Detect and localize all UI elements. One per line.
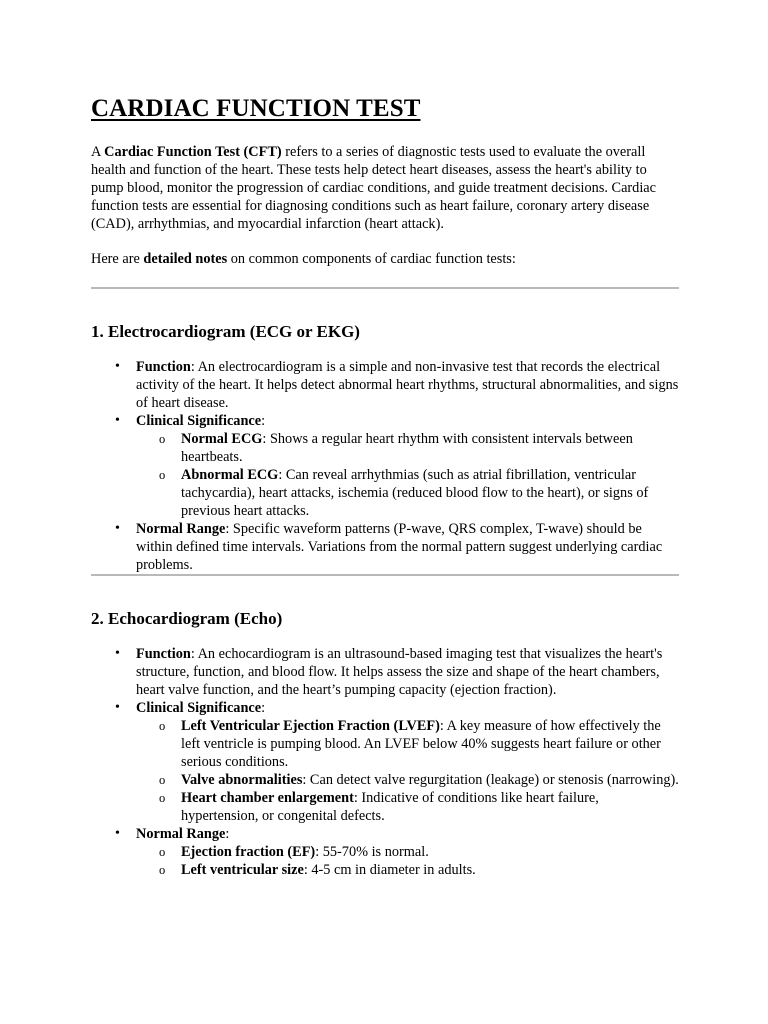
- sub-list: [136, 717, 679, 825]
- circle-bullet-icon: o: [159, 791, 166, 805]
- lead-emphasis: detailed notes: [143, 251, 228, 267]
- list-item: • Normal Range: o Ejection fraction (EF): 55-70% is normal. o Left ventricular size: 4-5 cm in diameter in adults.: [136, 825, 679, 879]
- circle-bullet-icon: o: [159, 432, 166, 446]
- sub-list: [136, 843, 679, 879]
- sub-list-item: o Left Ventricular Ejection Fraction (LVEF): A key measure of how effectively the left ventricle is pumping blood. An LVEF below 40% suggests heart failure or other serious conditions.: [159, 718, 661, 770]
- circle-bullet-icon: o: [159, 773, 166, 787]
- sub-list-item: o Left ventricular size: 4-5 cm in diameter in adults.: [159, 862, 476, 878]
- sub-list-item: o Abnormal ECG: Can reveal arrhythmias (such as atrial fibrillation, ventricular tachycardia), heart attacks, ischemia (reduced blood flow to the heart), or signs of previous heart attacks.: [159, 467, 649, 519]
- intro-term: Cardiac Function Test (CFT): [104, 144, 282, 160]
- section-divider: [91, 574, 679, 576]
- list-item: • Function: An electrocardiogram is a simple and non-invasive test that records the electrical activity of the heart. It helps detect abnormal heart rhythms, structural abnormalities, and signs of heart disease.: [115, 359, 679, 411]
- document-page: [91, 92, 679, 879]
- section-divider: [91, 287, 679, 289]
- bullet-icon: •: [115, 700, 120, 715]
- document-title: CARDIAC FUNCTION TEST: [91, 95, 421, 122]
- echo-bullet-list: [91, 645, 679, 879]
- lead-paragraph: Here are detailed notes on common components of cardiac function tests:: [91, 251, 516, 267]
- circle-bullet-icon: o: [159, 468, 166, 482]
- bullet-icon: •: [115, 646, 120, 661]
- intro-paragraph: A Cardiac Function Test (CFT) refers to a series of diagnostic tests used to evaluate the overall health and function of the heart. These tests help detect heart diseases, assess the heart's ability to pump blood, monitor the progression of cardiac conditions, and guide treatment decisions. Cardiac function tests are essential for diagnosing conditions such as heart failure, coronary artery disease (CAD), arrhythmias, and myocardial infarction (heart attack).: [91, 144, 656, 232]
- ecg-bullet-list: [91, 358, 679, 574]
- sub-list-item: o Valve abnormalities: Can detect valve regurgitation (leakage) or stenosis (narrowing).: [159, 772, 679, 788]
- list-item: • Normal Range: Specific waveform patterns (P-wave, QRS complex, T-wave) should be within defined time intervals. Variations from the normal pattern suggest underlying cardiac problems.: [115, 521, 663, 573]
- sub-list: [136, 430, 679, 520]
- list-item: • Clinical Significance: o Left Ventricular Ejection Fraction (LVEF): A key measure of how effectively the left ventricle is pumping blood. An LVEF below 40% suggests heart failure or other serious conditions. o Valve abnormalities: Can detect valve regurgitation (leakage) or stenosis (narrowing). o Heart chamber enlargement: Indicative of conditions like heart failure, hypertension, or congenital defects.: [115, 700, 679, 824]
- section-heading-echo: 2. Echocardiogram (Echo): [91, 609, 283, 628]
- section-heading-ecg: 1. Electrocardiogram (ECG or EKG): [91, 322, 360, 341]
- list-item: • Clinical Significance: o Normal ECG: Shows a regular heart rhythm with consistent intervals between heartbeats. o Abnormal ECG: Can reveal arrhythmias (such as atrial fibrillation, ventricular tachycardia), heart attacks, ischemia (reduced blood flow to the heart), or signs of previous heart attacks.: [136, 412, 679, 520]
- sub-list-item: o Heart chamber enlargement: Indicative of conditions like heart failure, hypertension, or congenital defects.: [159, 790, 599, 824]
- sub-list-item: o Normal ECG: Shows a regular heart rhythm with consistent intervals between heartbeats.: [159, 431, 633, 465]
- bullet-icon: •: [115, 413, 120, 428]
- bullet-icon: •: [115, 826, 120, 841]
- circle-bullet-icon: o: [159, 863, 166, 877]
- sub-list-item: o Ejection fraction (EF): 55-70% is normal.: [159, 844, 429, 860]
- list-item: • Function: An echocardiogram is an ultrasound-based imaging test that visualizes the heart's structure, function, and blood flow. It helps assess the size and shape of the heart chambers, heart valve function, and the heart’s pumping capacity (ejection fraction).: [115, 646, 663, 698]
- bullet-icon: •: [115, 359, 120, 374]
- circle-bullet-icon: o: [159, 845, 166, 859]
- bullet-icon: •: [115, 521, 120, 536]
- circle-bullet-icon: o: [159, 719, 166, 733]
